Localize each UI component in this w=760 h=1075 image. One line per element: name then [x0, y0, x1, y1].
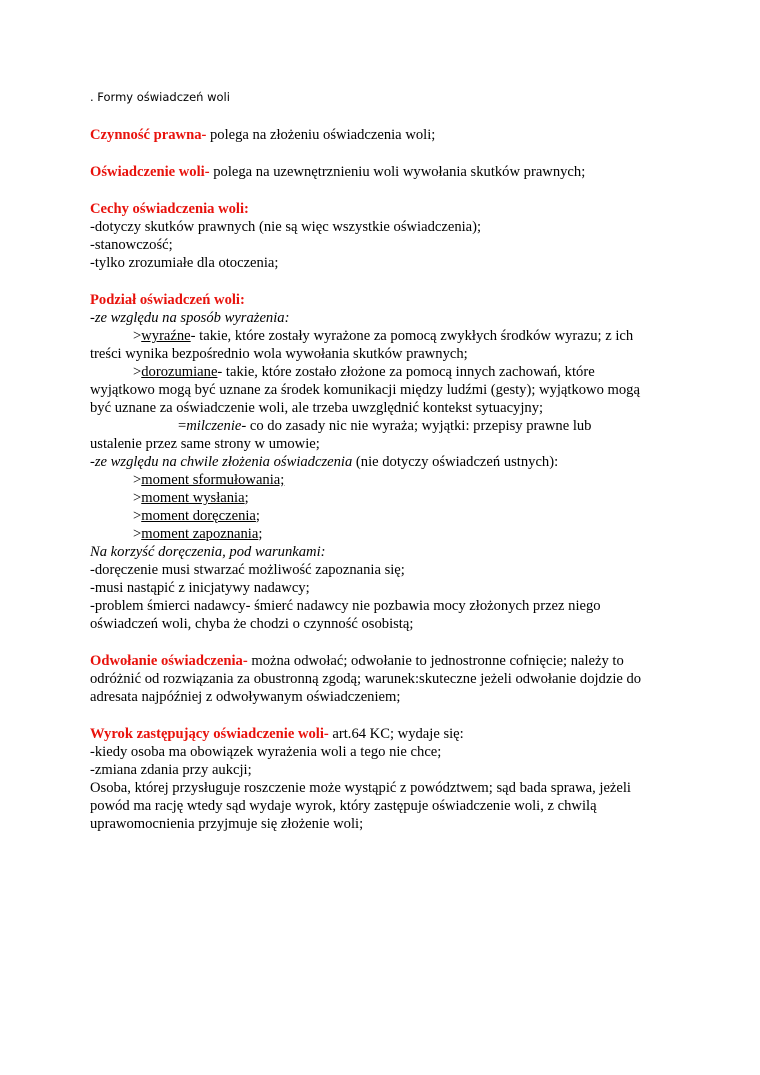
podzial-heading: Podział oświadczeń woli: [90, 292, 245, 308]
wyrok-item: -zmiana zdania przy aukcji; [90, 762, 252, 778]
dorozumiane-continuation: być uznane za oświadczenie woli, ale trzeba uwzględnić kontekst sytuacyjny; [90, 400, 544, 416]
document-body [90, 126, 690, 833]
odwolanie-continuation: adresata najpóźniej z odwoływanym oświadczeniem; [90, 689, 401, 705]
moment-prefix: > [133, 490, 142, 506]
document-title: . Formy oświadczeń woli [90, 90, 230, 104]
milczenie-line [90, 417, 690, 435]
moment-item [90, 525, 690, 543]
odwolanie-continuation: odróżnić od rozwiązania za obustronną zgodą; warunek:skuteczne jeżeli odwołanie dojdzie do [90, 671, 642, 687]
wyrok-paragraph [90, 725, 690, 743]
chwila-suffix: (nie dotyczy oświadczeń ustnych): [352, 454, 559, 470]
dorozumiane-prefix: > [133, 364, 142, 380]
milczenie-prefix: = [178, 418, 187, 434]
dorozumiane-continuation: wyjątkowo mogą być uznane za środek komunikacji między ludźmi (gesty); wyjątkowo mogą [90, 382, 640, 398]
cechy-item: -tylko zrozumiałe dla otoczenia; [90, 255, 279, 271]
moment-item [90, 471, 690, 489]
korzysc-item: oświadczeń woli, chyba że chodzi o czynność osobistą; [90, 616, 414, 632]
odwolanie-heading: Odwołanie oświadczenia- [90, 653, 248, 669]
chwila-italic: -ze względu na chwile złożenia oświadczenia [90, 454, 353, 470]
oswiadczenie-text: polega na uzewnętrznieniu woli wywołania skutków prawnych; [209, 164, 586, 180]
cechy-item: -stanowczość; [90, 237, 173, 253]
wyrok-item: uprawomocnienia przyjmuje się złożenie woli; [90, 816, 364, 832]
wyrazne-text: - takie, które zostały wyrażone za pomocą zwykłych środków wyrazu; z ich [190, 328, 634, 344]
moment-item [90, 507, 690, 525]
dorozumiane-line [90, 363, 690, 381]
moment-prefix: > [133, 472, 142, 488]
dorozumiane-term: dorozumiane [141, 364, 218, 380]
moment-item [90, 489, 690, 507]
milczenie-continuation: ustalenie przez same strony w umowie; [90, 436, 320, 452]
czynnosc-text: polega na złożeniu oświadczenia woli; [206, 127, 436, 143]
dorozumiane-text: - takie, które zostało złożone za pomocą innych zachowań, które [217, 364, 595, 380]
podzial-subheading-sposob: -ze względu na sposób wyrażenia: [90, 310, 290, 326]
oswiadczenie-paragraph [90, 163, 690, 181]
odwolanie-text: można odwołać; odwołanie to jednostronne cofnięcie; należy to [247, 653, 624, 669]
czynnosc-paragraph [90, 126, 690, 144]
moment-suffix: ; [244, 490, 249, 506]
wyrok-text: art.64 KC; wydaje się: [328, 726, 464, 742]
moment-suffix: ; [258, 526, 263, 542]
moment-prefix: > [133, 526, 142, 542]
wyrazne-term: wyraźne [141, 328, 191, 344]
czynnosc-heading: Czynność prawna- [90, 127, 207, 143]
wyrok-heading: Wyrok zastępujący oświadczenie woli- [90, 726, 329, 742]
korzysc-heading: Na korzyść doręczenia, pod warunkami: [90, 544, 326, 560]
wyrok-item: powód ma rację wtedy sąd wydaje wyrok, który zastępuje oświadczenie woli, z chwilą [90, 798, 597, 814]
korzysc-item: -musi nastąpić z inicjatywy nadawcy; [90, 580, 310, 596]
oswiadczenie-heading: Oświadczenie woli- [90, 164, 210, 180]
korzysc-item: -problem śmierci nadawcy- śmierć nadawcy nie pozbawia mocy złożonych przez niego [90, 598, 601, 614]
odwolanie-paragraph [90, 652, 690, 670]
wyrazne-prefix: > [133, 328, 142, 344]
moment-prefix: > [133, 508, 142, 524]
korzysc-item: -doręczenie musi stwarzać możliwość zapoznania się; [90, 562, 405, 578]
moment-text: moment sformułowania; [141, 472, 285, 488]
podzial-subheading-chwila [90, 453, 690, 471]
milczenie-term: milczenie [186, 418, 242, 434]
cechy-item: -dotyczy skutków prawnych (nie są więc wszystkie oświadczenia); [90, 219, 482, 235]
moment-text: moment doręczenia [141, 508, 256, 524]
wyrok-item: -kiedy osoba ma obowiązek wyrażenia woli a tego nie chce; [90, 744, 442, 760]
milczenie-text: - co do zasady nic nie wyraża; wyjątki: przepisy prawne lub [241, 418, 592, 434]
wyrazne-continuation: treści wynika bezpośrednio wola wywołania skutków prawnych; [90, 346, 468, 362]
moment-suffix: ; [255, 508, 260, 524]
moment-text: moment zapoznania [141, 526, 259, 542]
wyrok-item: Osoba, której przysługuje roszczenie może wystąpić z powództwem; sąd bada sprawa, jeżeli [90, 780, 631, 796]
wyrazne-line [90, 327, 690, 345]
moment-text: moment wysłania [141, 490, 245, 506]
cechy-heading: Cechy oświadczenia woli: [90, 201, 249, 217]
